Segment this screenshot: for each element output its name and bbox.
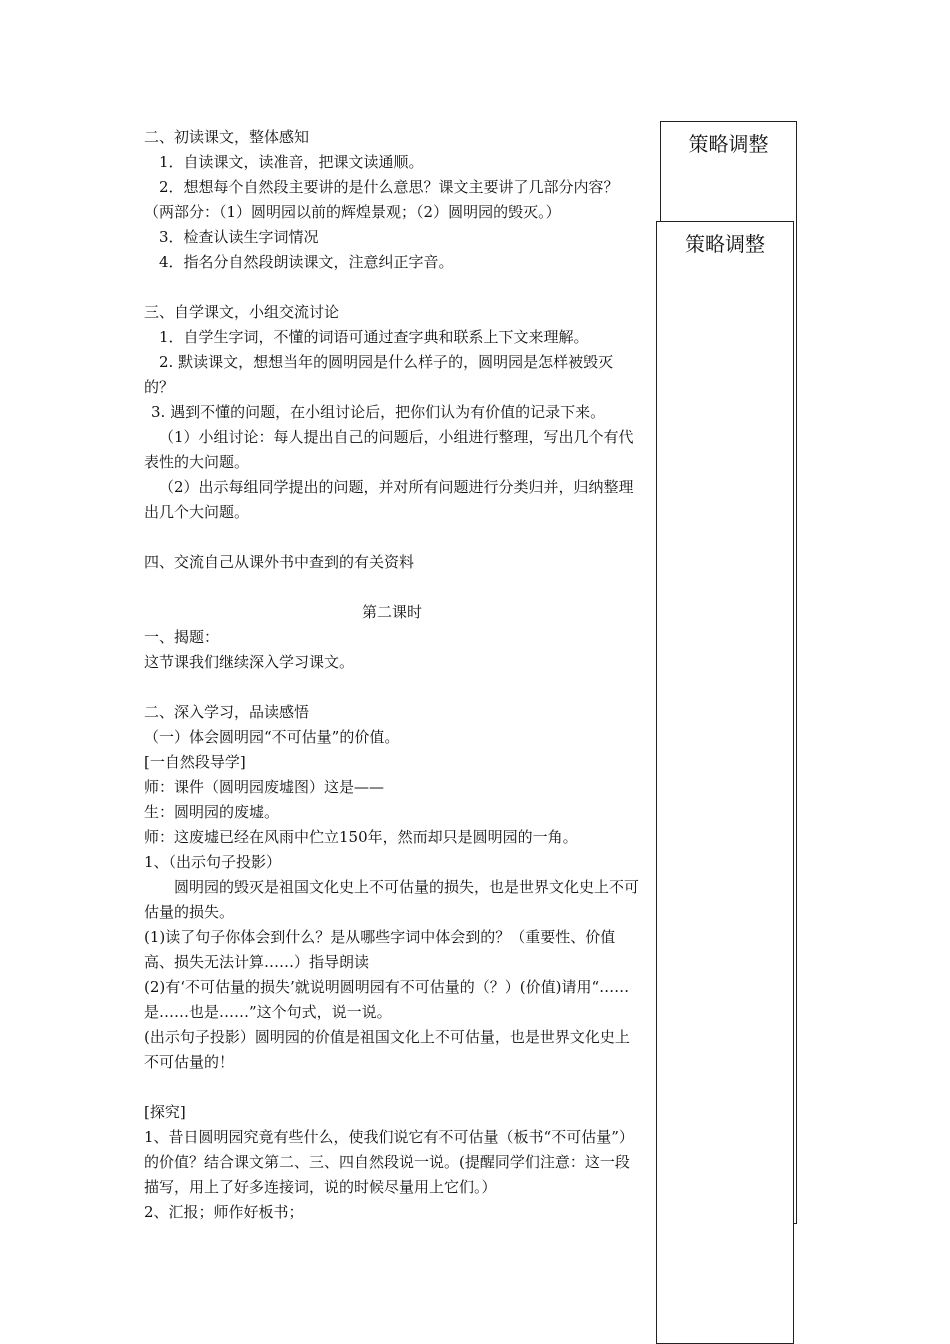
step-item: 1．自读课文，读准音，把课文读通顺。 — [159, 153, 424, 171]
paragraph: 这节课我们继续深入学习课文。 — [144, 653, 355, 671]
strategy-title: 策略调整 — [685, 232, 765, 256]
step-item: 1．自学生字词，不懂的词语可通过查字典和联系上下文来理解。 — [159, 328, 589, 346]
section-heading: 二、初读课文，整体感知 — [144, 128, 310, 146]
sub-step-item: （1）小组讨论：每人提出自己的问题后，小组进行整理，写出几个有代表性的大问题。 — [144, 428, 634, 471]
lesson-plan-body — [144, 125, 640, 1225]
sub-step-item: （2）出示每组同学提出的问题，并对所有问题进行分类归并，归纳整理出几个大问题。 — [144, 478, 634, 521]
step-item: 2. 默读课文，想想当年的圆明园是什么样子的，圆明园是怎样被毁灭的？ — [144, 353, 614, 396]
paragraph: 1、（出示句子投影） — [144, 853, 282, 871]
section-heading: 三、自学课文，小组交流讨论 — [144, 303, 340, 321]
paragraph: (1)读了句子你体会到什么？是从哪些字词中体会到的？（重要性、价值高、损失无法计算……）指导朗读 — [144, 928, 616, 971]
paragraph: 1、昔日圆明园究竟有些什么，使我们说它有不可估量（板书“不可估量”）的价值？结合课文第二、三、四自然段说一说。(提醒同学们注意：这一段描写，用上了好多连接词，说的时候尽量用上它们。） — [144, 1128, 634, 1196]
section-heading: 四、交流自己从课外书中查到的有关资料 — [144, 553, 415, 571]
section-heading: 一、揭题： — [144, 628, 220, 646]
step-item: 4．指名分自然段朗读课文，注意纠正字音。 — [159, 253, 454, 271]
paragraph: (2)有‘不可估量的损失’就说明圆明园有不可估量的（？）(价值)请用“……是……也是……”这个句式，说一说。 — [144, 978, 630, 1021]
dialogue-line: 师：这废墟已经在风雨中伫立150年，然而却只是圆明园的一角。 — [144, 828, 578, 846]
step-item: 3. 遇到不懂的问题，在小组讨论后，把你们认为有价值的记录下来。 — [151, 403, 606, 421]
step-item: 2．想想每个自然段主要讲的是什么意思？课文主要讲了几部分内容？（两部分：（1）圆明园以前的辉煌景观；（2）圆明园的毁灭。） — [144, 178, 619, 221]
strategy-title: 策略调整 — [688, 132, 769, 156]
paragraph: (出示句子投影）圆明园的价值是祖国文化上不可估量，也是世界文化史上不可估量的！ — [144, 1028, 630, 1071]
quote-paragraph: 圆明园的毁灭是祖国文化史上不可估量的损失，也是世界文化史上不可估量的损失。 — [144, 878, 640, 921]
section-heading: 二、深入学习，品读感悟 — [144, 703, 310, 721]
dialogue-line: 师：课件（圆明园废墟图）这是—— — [144, 778, 385, 796]
paragraph: 2、汇报；师作好板书； — [144, 1203, 304, 1221]
sub-heading: （一）体会圆明园“不可估量”的价值。 — [144, 728, 400, 746]
lesson-title: 第二课时 — [361, 603, 422, 621]
dialogue-line: 生：圆明园的废墟。 — [144, 803, 280, 821]
paragraph: [一自然段导学] — [144, 753, 246, 771]
paragraph: [探究] — [144, 1103, 186, 1121]
strategy-box-front — [656, 221, 794, 1344]
step-item: 3．检查认读生字词情况 — [159, 228, 319, 246]
